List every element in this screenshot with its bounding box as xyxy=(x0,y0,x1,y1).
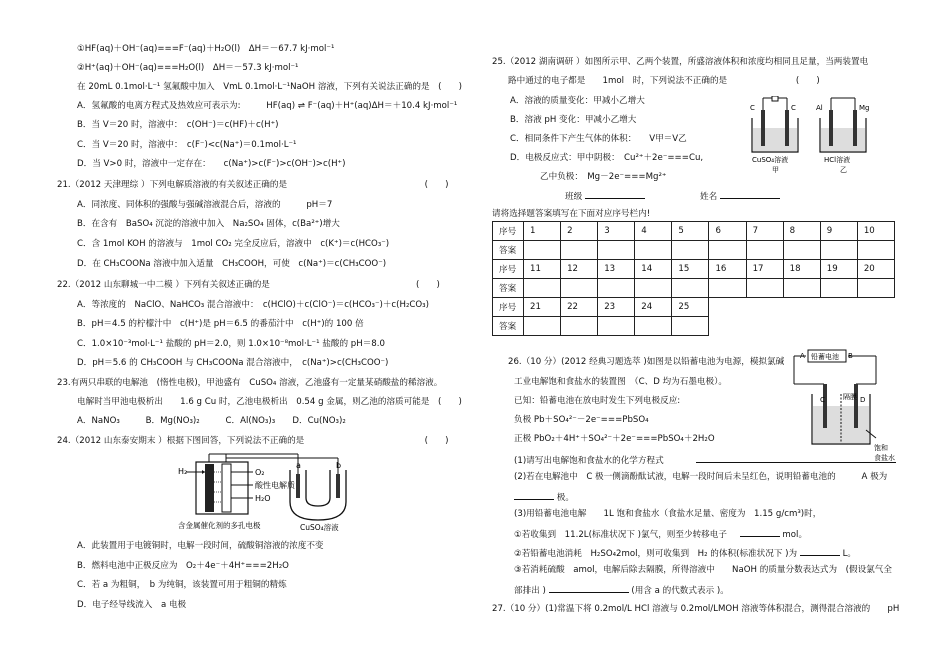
caption-electrode: 含金属催化剂的多孔电极 xyxy=(178,521,261,530)
answer-cell[interactable] xyxy=(709,279,746,298)
q26-part3-3-text: 部排出 ) xyxy=(514,586,546,596)
q25-option-b: B．溶液 pH 变化：甲减小乙增大 xyxy=(510,115,637,125)
name-blank[interactable] xyxy=(720,189,780,199)
q26-known: 已知：铅蓄电池在放电时发生下列电极反应: xyxy=(514,396,681,406)
number-cell: 1 xyxy=(524,222,561,241)
q24-option-b: B．燃料电池中正极反应为 O₂＋4e⁻＋4H⁺===2H₂O xyxy=(77,561,289,571)
q26-part3-2 xyxy=(514,546,856,560)
answer-cell[interactable] xyxy=(524,279,561,298)
q20-option-c: C．当 V＝20 时，溶液中： c(F⁻)<c(Na⁺)＝0.1mol·L⁻¹ xyxy=(77,140,297,150)
q26-part3: (3)用铅蓄电池电解 1L 饱和食盐水（食盐水足量、密度为 1.15 g/cm³)时， xyxy=(514,509,822,519)
label-b: b xyxy=(336,461,342,470)
row-label-no: 序号 xyxy=(493,260,524,279)
answer-cell[interactable] xyxy=(561,317,598,336)
answer-cell[interactable] xyxy=(746,241,783,260)
solution-label-1: 饱和 xyxy=(874,444,888,452)
q25-option-d: D．电极反应式：甲中阴极： Cu²⁺＋2e⁻===Cu, xyxy=(510,153,704,163)
number-cell: 18 xyxy=(783,260,820,279)
answer-cell[interactable] xyxy=(635,317,672,336)
number-cell: 16 xyxy=(709,260,746,279)
q26-part3-1-unit: mol。 xyxy=(782,530,808,540)
q26-part1-text: (1)请写出电解饱和食盐水的化学方程式 xyxy=(514,456,664,466)
q26-part2-blank[interactable] xyxy=(514,490,554,500)
q25-stem-2: 路中通过的电子都是 1mol 时，下列说法不正确的是 ( ) xyxy=(508,76,820,86)
jia-solution: CuSO₄溶液 xyxy=(752,156,789,164)
q22-option-c: C．1.0×10⁻³mol·L⁻¹ 盐酸的 pH＝2.0，则 1.0×10⁻⁸mol·L⁻¹ 盐酸的 pH＝8.0 xyxy=(77,339,385,349)
answer-cell[interactable] xyxy=(672,317,709,336)
q26-part2-suffix: 极。 xyxy=(556,493,574,503)
answer-cell[interactable] xyxy=(635,279,672,298)
number-cell: 7 xyxy=(746,222,783,241)
answer-cell[interactable] xyxy=(598,279,635,298)
table-row xyxy=(493,260,895,279)
q26-part3-3: ③若消耗硫酸 amol，电解后除去隔膜，所得溶液中 NaOH 的质量分数表达式为 (假设氯气全 xyxy=(514,565,892,575)
caption-cuso4: CuSO₄溶液 xyxy=(300,523,339,532)
q26-part2-line2 xyxy=(514,490,574,504)
answer-cell[interactable] xyxy=(598,241,635,260)
number-cell: 23 xyxy=(598,298,635,317)
row-label-ans: 答案 xyxy=(493,241,524,260)
q20-stem: 在 20mL 0.1mol·L⁻¹ 氢氟酸中加入 VmL 0.1mol·L⁻¹NaOH 溶液，下列有关说法正确的是 ( ) xyxy=(77,82,463,92)
number-cell: 13 xyxy=(598,260,635,279)
answer-cell[interactable] xyxy=(524,241,561,260)
answer-cell[interactable] xyxy=(783,241,820,260)
answer-table xyxy=(492,221,895,336)
q22-stem: 22.（2012 山东聊城一中二模 ）下列有关叙述正确的是 ( ) xyxy=(57,280,440,290)
terminal-a: A xyxy=(800,352,805,360)
jia-electrode-left: C xyxy=(750,104,755,112)
q27-stem: 27.（10 分）(1)常温下将 0.2mol/L HCl 溶液与 0.2mol/LMOH 溶液等体积混合，测得混合溶液的 pH xyxy=(492,604,900,614)
q26-part3-2-text: ②若铅蓄电池消耗 H₂SO₄2mol，则可收集到 H₂ 的体积(标准状况下 )为 xyxy=(514,549,798,559)
class-label: 班级 xyxy=(565,192,583,202)
label-h2o: H₂O xyxy=(255,494,271,503)
answer-cell[interactable] xyxy=(783,279,820,298)
number-cell: 11 xyxy=(524,260,561,279)
q26-stem: 26.（10 分）(2012 经典习题选萃 )如图是以铅蓄电池为电源，模拟氯碱 xyxy=(508,357,785,367)
number-cell: 12 xyxy=(561,260,598,279)
answer-cell[interactable] xyxy=(672,241,709,260)
q26-part3-2-blank[interactable] xyxy=(800,546,840,556)
answer-cell[interactable] xyxy=(561,241,598,260)
q26-part3-1-text: ①若收集到 11.2L(标准状况下 )氯气，则至少转移电子 xyxy=(514,530,727,540)
answer-cell[interactable] xyxy=(857,279,894,298)
number-cell: 17 xyxy=(746,260,783,279)
label-electrolyte: 酸性电解质 xyxy=(255,481,295,490)
q24-option-c: C．若 a 为粗铜， b 为纯铜，该装置可用于粗铜的精炼 xyxy=(77,580,287,590)
q23-stem: 23.有两只串联的电解池 (惰性电极)，甲池盛有 CuSO₄ 溶液，乙池盛有一定量某硝酸盐的稀溶液。 xyxy=(57,378,443,388)
number-cell: 3 xyxy=(598,222,635,241)
q24-stem: 24.（2012 山东泰安期末 ）根据下图回答，下列说法不正确的是 ( ) xyxy=(57,436,449,446)
q25-option-a: A．溶液的质量变化：甲减小乙增大 xyxy=(510,96,645,106)
number-cell: 6 xyxy=(709,222,746,241)
q23-stem-2: 电解时当甲池电极析出 1.6 g Cu 时，乙池电极析出 0.54 g 金属，则乙池的溶质可能是 ( ) xyxy=(77,397,462,407)
q26-positive: 正极 PbO₂＋4H⁺＋SO₄²⁻＋2e⁻===PbSO₄＋2H₂O xyxy=(514,434,715,444)
q26-negative: 负极 Pb＋SO₄²⁻－2e⁻===PbSO₄ xyxy=(514,415,649,425)
answer-cell[interactable] xyxy=(820,279,857,298)
number-cell: 20 xyxy=(857,260,894,279)
q26-stem-2: 工业电解饱和食盐水的装置图 （C、D 均为石墨电极）。 xyxy=(514,377,728,387)
number-cell: 24 xyxy=(635,298,672,317)
answer-cell[interactable] xyxy=(598,317,635,336)
answer-instruction: 请将选择题答案填写在下面对应序号栏内! xyxy=(492,209,651,219)
jia-electrode-right: C xyxy=(791,104,796,112)
yi-electrode-right: Mg xyxy=(859,104,870,112)
row-label-ans: 答案 xyxy=(493,317,524,336)
q24-option-d: D．电子经导线流入 a 电极 xyxy=(77,600,187,610)
row-label-ans: 答案 xyxy=(493,279,524,298)
q21-option-d: D．在 CH₃COONa 溶液中加入适量 CH₃COOH，可使 c(Na⁺)＝c(CH₃COO⁻) xyxy=(77,259,387,269)
eq-1: ①HF(aq)＋OH⁻(aq)===F⁻(aq)＋H₂O(l) ΔH＝－67.7 kJ·mol⁻¹ xyxy=(77,44,335,54)
number-cell: 10 xyxy=(857,222,894,241)
q26-part2: (2)若在电解池中 C 极一侧滴酚酞试液，电解一段时间后未呈红色，说明铅蓄电池的 A 极为 xyxy=(514,472,888,482)
electrode-d: D xyxy=(860,396,866,404)
number-cell: 21 xyxy=(524,298,561,317)
class-blank[interactable] xyxy=(585,189,645,199)
solution-label-2: 食盐水 xyxy=(874,454,895,462)
q25-stem: 25.（2012 湖南调研 ）如图所示甲、乙两个装置，所盛溶液体积和浓度均相同且足量，当两装置电 xyxy=(492,57,869,67)
label-o2: O₂ xyxy=(255,468,265,477)
answer-cell[interactable] xyxy=(709,241,746,260)
q26-part3-3-blank[interactable] xyxy=(549,583,629,593)
q25-option-d-2: 乙中负极： Mg－2e⁻===Mg²⁺ xyxy=(540,172,667,182)
q26-part3-2-unit: L。 xyxy=(842,549,856,559)
yi-label: 乙 xyxy=(840,166,847,174)
number-cell: 22 xyxy=(561,298,598,317)
answer-cell[interactable] xyxy=(561,279,598,298)
jia-label: 甲 xyxy=(772,166,779,174)
q26-figure xyxy=(790,346,900,468)
q20-option-b: B．当 V＝20 时，溶液中： c(OH⁻)＝c(HF)＋c(H⁺) xyxy=(77,120,279,130)
number-cell: 8 xyxy=(783,222,820,241)
table-row xyxy=(493,241,895,260)
number-cell: 25 xyxy=(672,298,709,317)
answer-cell[interactable] xyxy=(857,241,894,260)
q26-part3-1 xyxy=(514,527,807,541)
q25-figure xyxy=(748,96,878,178)
number-cell: 2 xyxy=(561,222,598,241)
name-field xyxy=(700,189,780,203)
answer-cell[interactable] xyxy=(524,317,561,336)
row-label-no: 序号 xyxy=(493,298,524,317)
number-cell: 4 xyxy=(635,222,672,241)
q24-figure xyxy=(178,452,378,532)
q20-option-d: D．当 V>0 时，溶液中一定存在： c(Na⁺)>c(F⁻)>c(OH⁻)>c(H⁺) xyxy=(77,159,346,169)
answer-cell[interactable] xyxy=(635,241,672,260)
number-cell: 19 xyxy=(820,260,857,279)
answer-cell[interactable] xyxy=(820,241,857,260)
answer-cell[interactable] xyxy=(672,279,709,298)
class-field xyxy=(565,189,645,203)
q22-option-d: D．pH＝5.6 的 CH₃COOH 与 CH₃COONa 混合溶液中， c(Na⁺)>c(CH₃COO⁻) xyxy=(77,358,389,368)
yi-solution: HCl溶液 xyxy=(824,156,851,164)
battery-label: 铅蓄电池 xyxy=(811,353,839,361)
q21-option-c: C．含 1mol KOH 的溶液与 1mol CO₂ 完全反应后，溶液中 c(K⁺)＝c(HCO₃⁻) xyxy=(77,239,390,249)
eq-2: ②H⁺(aq)＋OH⁻(aq)===H₂O(l) ΔH＝－57.3 kJ·mol⁻¹ xyxy=(77,63,299,73)
terminal-b: B xyxy=(848,352,853,360)
number-cell: 5 xyxy=(672,222,709,241)
name-label: 姓名 xyxy=(700,192,718,202)
number-cell: 9 xyxy=(820,222,857,241)
membrane-label: 隔膜 xyxy=(843,393,857,401)
empty-cell xyxy=(709,298,895,317)
q21-option-b: B．在含有 BaSO₄ 沉淀的溶液中加入 Na₂SO₄ 固体，c(Ba²⁺)增大 xyxy=(77,219,340,229)
table-row xyxy=(493,222,895,241)
row-label-no: 序号 xyxy=(493,222,524,241)
q26-part3-3-line2 xyxy=(514,583,729,597)
q24-option-a: A．此装置用于电镀铜时，电解一段时间，硫酸铜溶液的浓度不变 xyxy=(77,541,324,551)
answer-cell[interactable] xyxy=(746,279,783,298)
table-row xyxy=(493,279,895,298)
number-cell: 14 xyxy=(635,260,672,279)
q21-option-a: A．同浓度、同体积的强酸与强碱溶液混合后，溶液的 pH＝7 xyxy=(77,200,333,210)
label-a: a xyxy=(296,461,301,470)
table-row xyxy=(493,298,895,317)
electrode-c: C xyxy=(820,396,825,404)
q26-part3-3-note: (用含 a 的代数式表示 )。 xyxy=(631,586,729,596)
q22-option-a: A．等浓度的 NaClO、NaHCO₃ 混合溶液中： c(HClO)＋c(ClO⁻)＝c(HCO₃⁻)＋c(H₂CO₃) xyxy=(77,300,429,310)
q23-options: A．NaNO₃ B．Mg(NO₃)₂ C．Al(NO₃)₃ D．Cu(NO₃)₂ xyxy=(77,416,346,426)
q22-option-b: B．pH＝4.5 的柠檬汁中 c(H⁺)是 pH＝6.5 的番茄汁中 c(H⁺)的 100 倍 xyxy=(77,319,364,329)
table-row xyxy=(493,317,895,336)
q21-stem: 21.（2012 天津理综 ）下列电解质溶液的有关叙述正确的是 ( ) xyxy=(57,180,449,190)
empty-cell xyxy=(709,317,895,336)
yi-electrode-left: Al xyxy=(816,104,823,112)
q26-part3-1-blank[interactable] xyxy=(740,527,780,537)
q20-option-a: A．氢氟酸的电离方程式及热效应可表示为: HF(aq) ⇌ F⁻(aq)＋H⁺(aq)ΔH＝＋10.4 kJ·mol⁻¹ xyxy=(77,101,458,111)
label-h2: H₂ xyxy=(178,467,188,476)
q25-option-c: C．相同条件下产生气体的体积： V甲＝V乙 xyxy=(510,134,687,144)
number-cell: 15 xyxy=(672,260,709,279)
